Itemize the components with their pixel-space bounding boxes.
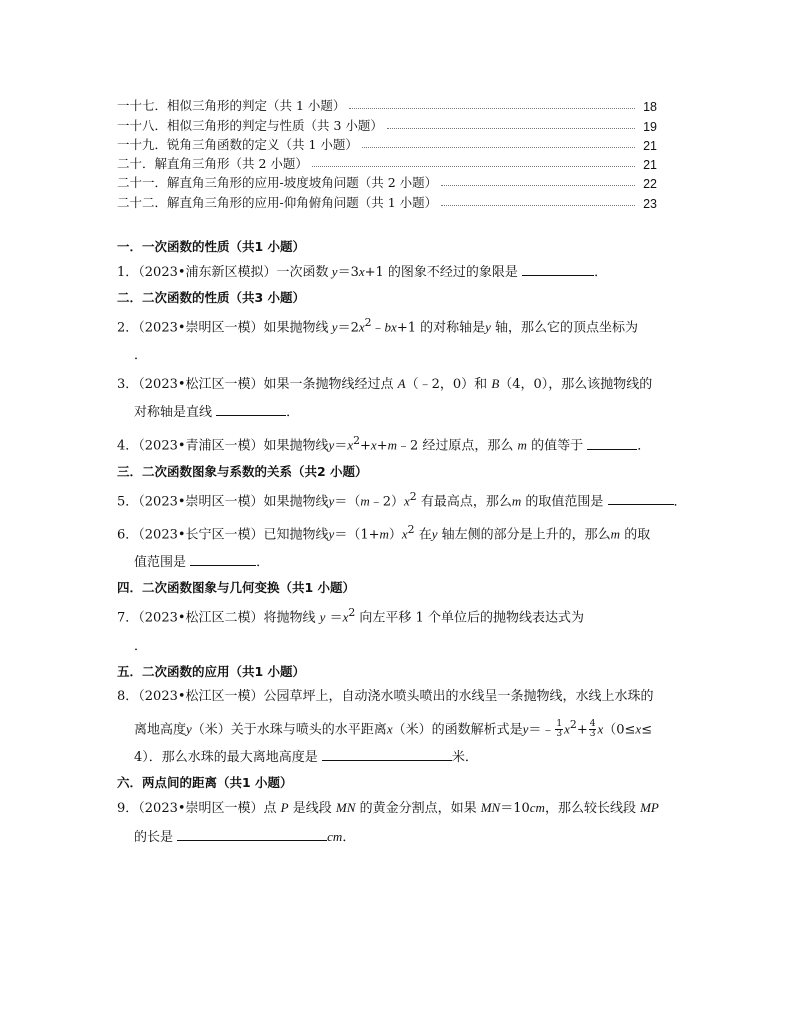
toc-leader-dots	[441, 205, 635, 206]
fraction-four-thirds: $\frac{4}{3}$	[589, 718, 596, 739]
section-heading-1: 一．一次函数的性质（共1 小题）	[117, 239, 306, 254]
answer-blank-5[interactable]	[608, 492, 674, 505]
answer-blank-6[interactable]	[190, 553, 256, 566]
toc-page-number: 21	[643, 138, 657, 153]
answer-blank-3[interactable]	[216, 403, 286, 416]
toc-entry[interactable]	[117, 95, 657, 114]
question-6: 6．（2023•长宁区一模）已知抛物线$y=(1+m)x^2$ 在y 轴左侧的部分是上升的，那么m 的取 值范围是 ．	[117, 522, 651, 571]
question-7: 7．（2023•松江区二模）将抛物线 $y =x^2$ 向左平移 1 个单位后的抛物线表达式为 ．	[117, 606, 584, 654]
section-heading-6: 六．两点间的距离（共1 小题）	[117, 774, 293, 790]
toc-entry[interactable]	[117, 191, 657, 210]
answer-blank-9[interactable]	[177, 828, 327, 841]
toc-page-number: 22	[643, 177, 657, 192]
section-heading-2: 二．二次函数的性质（共3 小题）	[117, 290, 306, 305]
question-9: 9．（2023•崇明区一模）点 P 是线段 MN 的黄金分割点，如果 MN＝10cm，那么较长线段 MP 的长是 cm．	[117, 799, 659, 845]
section-heading-4: 四．二次函数图象与几何变换（共1 小题）	[117, 580, 356, 596]
toc-entry-title: 一十八．相似三角形的判定与性质（共 3 小题）	[117, 117, 383, 133]
answer-blank-4[interactable]	[587, 437, 637, 450]
question-3: 3．（2023•松江区一模）如果一条抛物线经过点 A（﹣2，0）和 B（4，0），那么该抛物线的 对称轴是直线 ．	[117, 376, 653, 421]
toc-entry-title: 一十七．相似三角形的判定（共 1 小题）	[117, 98, 346, 114]
question-4: 4．（2023•青浦区一模）如果抛物线$y=x^2+x+m﹣2$ 经过原点，那么 m 的值等于 ．	[117, 434, 651, 454]
toc-entry-title: 二十．解直角三角形（共 2 小题）	[117, 156, 308, 172]
toc-leader-dots	[362, 147, 635, 148]
toc-entry-title: 二十一．解直角三角形的应用-坡度坡角问题（共 2 小题）	[117, 175, 438, 191]
toc-page-number: 23	[643, 196, 657, 211]
toc-entry[interactable]	[117, 172, 657, 191]
answer-blank-1[interactable]	[522, 263, 594, 276]
toc-page-number: 18	[643, 100, 657, 115]
question-content	[117, 236, 687, 852]
question-8: 8．（2023•松江区一模）公园草坪上，自动浇水喷头喷出的水线呈一条抛物线，水线上水珠的 离地高度y（米）关于水珠与喷头的水平距离x（米）的函数解析式是y＝﹣ $\frac{1}{3}$ $x^2+$ $\frac{4}{3}$ x（0≤x≤ 4）．那么水珠的最大离地高度是 米．	[117, 688, 654, 765]
table-of-contents	[117, 95, 657, 211]
section-heading-5: 五．二次函数的应用（共1 小题）	[117, 663, 306, 679]
toc-page-number: 19	[643, 119, 657, 134]
answer-blank-8[interactable]	[322, 748, 452, 761]
toc-page-number: 21	[643, 158, 657, 173]
toc-leader-dots	[312, 166, 635, 167]
section-heading-3: 三．二次函数图象与系数的关系（共2 小题）	[117, 463, 368, 479]
toc-entry[interactable]	[117, 114, 657, 133]
toc-entry-title: 二十二．解直角三角形的应用-仰角俯角问题（共 1 小题）	[117, 194, 438, 210]
toc-leader-dots	[349, 108, 635, 109]
toc-leader-dots	[441, 185, 635, 186]
fraction-one-third: $\frac{1}{3}$	[556, 718, 563, 739]
toc-leader-dots	[387, 128, 635, 129]
toc-entry[interactable]	[117, 134, 657, 153]
question-5: 5．（2023•崇明区一模）如果抛物线$y=(m﹣2)x^2$ 有最高点，那么m 的取值范围是 ．	[117, 489, 687, 509]
toc-entry-title: 一十九．锐角三角函数的定义（共 1 小题）	[117, 136, 358, 152]
question-2: 2．（2023•崇明区一模）如果抛物线 $y=2x^2﹣bx+1$ 的对称轴是y 轴，那么它的顶点坐标为 ．	[117, 316, 639, 364]
toc-entry[interactable]	[117, 153, 657, 172]
question-1: 1．（2023•浦东新区模拟）一次函数 y＝3x+1 的图象不经过的象限是 ．	[117, 264, 608, 280]
